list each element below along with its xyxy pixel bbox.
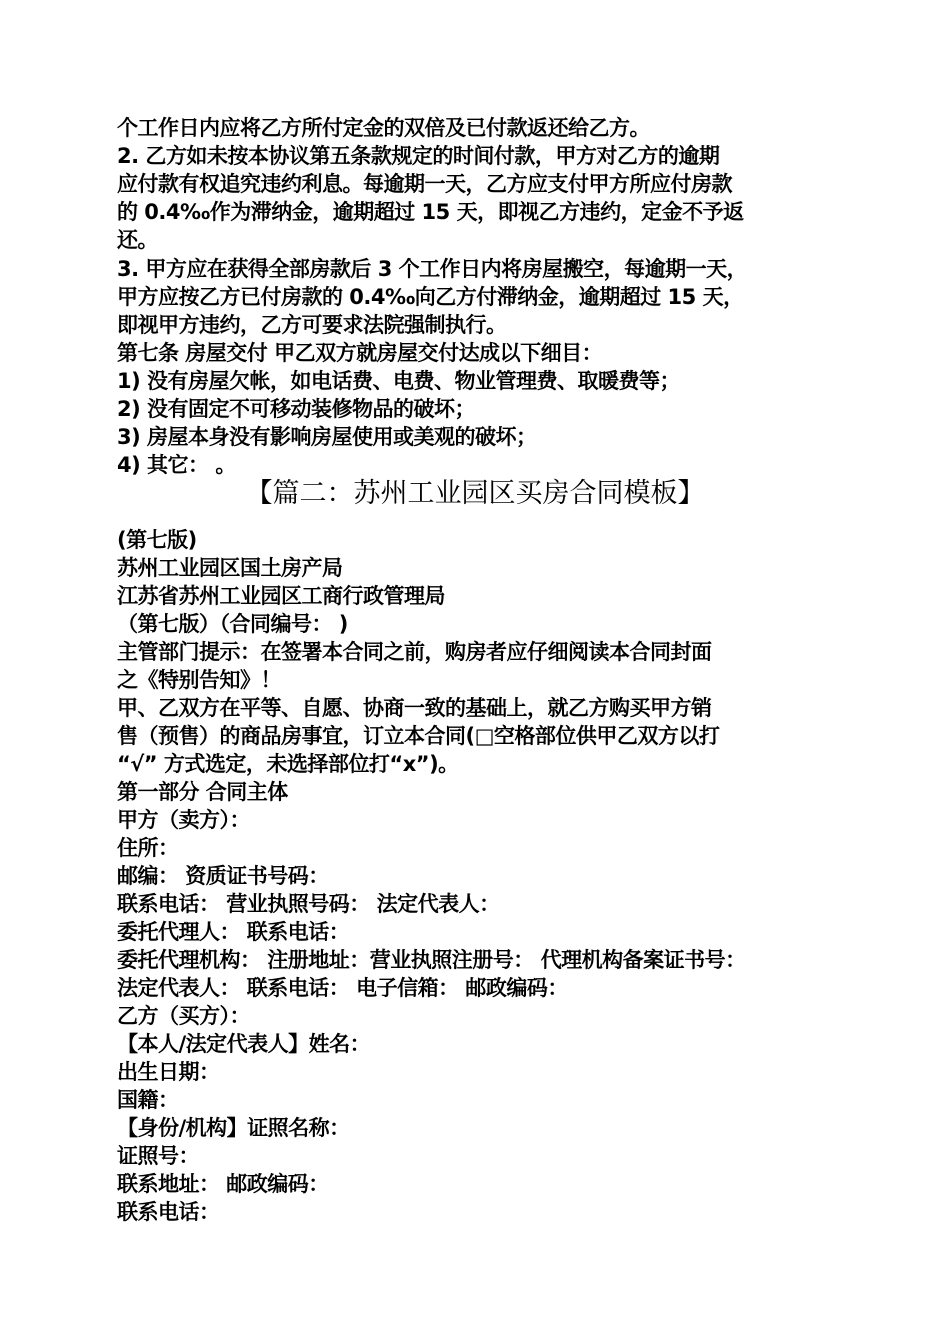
form-field-label: 乙方（买方）：: [117, 1004, 250, 1028]
form-field-label: 委托代理人： 联系电话：: [117, 920, 350, 944]
part-heading: 第一部分 合同主体: [117, 780, 288, 804]
form-field-label: 【身份/机构】证照名称：: [117, 1116, 350, 1140]
paragraph-line: 3. 甲方应在获得全部房款后 3 个工作日内将房屋搬空，每逾期一天，: [117, 257, 748, 281]
paragraph-line: 之《特别告知》！: [117, 668, 281, 692]
form-field-label: 国籍：: [117, 1088, 179, 1112]
paragraph-line: 苏州工业园区国土房产局: [117, 556, 343, 580]
form-field-label: 联系地址： 邮政编码：: [117, 1172, 329, 1196]
paragraph-line: (第七版): [117, 528, 197, 552]
paragraph-line: （第七版）（合同编号： ): [117, 612, 348, 636]
paragraph-line: 江苏省苏州工业园区工商行政管理局: [117, 584, 445, 608]
form-field-label: 联系电话： 营业执照号码： 法定代表人：: [117, 892, 500, 916]
form-field-label: 住所：: [117, 836, 179, 860]
paragraph-line: 甲方应按乙方已付房款的 0.4‰向乙方付滞纳金，逾期超过 15 天，: [117, 285, 744, 309]
paragraph-line: “√” 方式选定，未选择部位打“x”)。: [117, 752, 459, 776]
paragraph-line: 主管部门提示：在签署本合同之前，购房者应仔细阅读本合同封面: [117, 640, 712, 664]
list-item: 2) 没有固定不可移动装修物品的破坏；: [117, 397, 476, 421]
form-field-label: 【本人/法定代表人】姓名：: [117, 1032, 371, 1056]
list-item: 3) 房屋本身没有影响房屋使用或美观的破坏；: [117, 425, 537, 449]
form-field-label: 联系电话：: [117, 1200, 220, 1224]
form-field-label: 出生日期：: [117, 1060, 220, 1084]
list-item: 1) 没有房屋欠帐，如电话费、电费、物业管理费、取暖费等；: [117, 369, 681, 393]
paragraph-line: 即视甲方违约，乙方可要求法院强制执行。: [117, 313, 507, 337]
form-field-label: 邮编： 资质证书号码：: [117, 864, 329, 888]
section-title: 【篇二：苏州工业园区买房合同模板】: [245, 478, 705, 509]
form-field-label: 甲方（卖方）：: [117, 808, 250, 832]
form-field-label: 法定代表人： 联系电话： 电子信箱： 邮政编码：: [117, 976, 568, 1000]
paragraph-line: 应付款有权追究违约利息。每逾期一天，乙方应支付甲方所应付房款: [117, 172, 732, 196]
form-field-label: 委托代理机构： 注册地址：营业执照注册号： 代理机构备案证书号：: [117, 948, 746, 972]
paragraph-line: 的 0.4‰作为滞纳金，逾期超过 15 天，即视乙方违约，定金不予返: [117, 200, 744, 224]
paragraph-line: 还。: [117, 228, 158, 252]
paragraph-line: 售（预售）的商品房事宜，订立本合同(□空格部位供甲乙双方以打: [117, 724, 720, 748]
article-heading: 第七条 房屋交付 甲乙双方就房屋交付达成以下细目：: [117, 341, 603, 365]
paragraph-line: 甲、乙双方在平等、自愿、协商一致的基础上，就乙方购买甲方销: [117, 696, 712, 720]
paragraph-line: 2. 乙方如未按本协议第五条款规定的时间付款，甲方对乙方的逾期: [117, 144, 720, 168]
list-item: 4) 其它： 。: [117, 453, 236, 477]
paragraph-line: 个工作日内应将乙方所付定金的双倍及已付款返还给乙方。: [117, 116, 650, 140]
form-field-label: 证照号：: [117, 1144, 199, 1168]
